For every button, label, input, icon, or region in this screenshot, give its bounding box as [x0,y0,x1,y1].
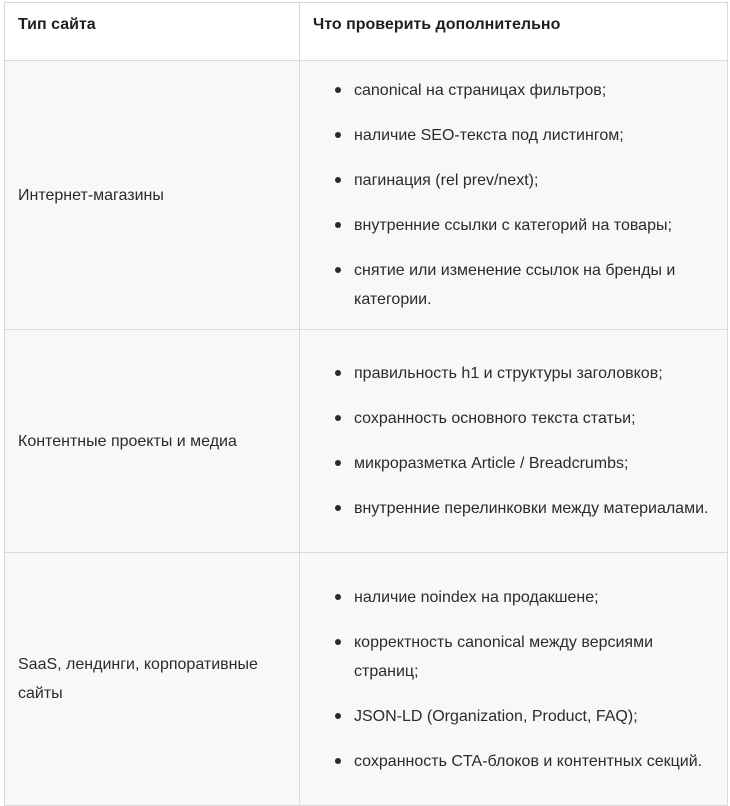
table-body [5,61,728,806]
list-item [354,747,715,776]
bullet-icon [335,594,341,600]
list-item-text: снятие или изменение ссылок на бренды и категории. [354,262,676,308]
bullet-icon [335,132,341,138]
site-type-cell: Контентные проекты и медиа [5,330,300,553]
checks-cell [300,553,728,806]
bullet-icon [335,758,341,764]
list-item [354,359,715,388]
list-item [354,702,715,731]
list-item-text: микроразметка Article / Breadcrumbs; [354,455,629,472]
list-item [354,583,715,612]
list-item-text: внутренние перелинковки между материалами. [354,500,709,517]
header-extra-checks: Что проверить дополнительно [300,3,728,61]
bullet-icon [335,713,341,719]
checks-cell [300,330,728,553]
header-site-type: Тип сайта [5,3,300,61]
site-type-cell: Интернет-магазины [5,61,300,330]
bullet-icon [335,505,341,511]
list-item-text: наличие SEO-текста под листингом; [354,127,624,144]
checks-list [332,76,715,314]
checks-list [332,583,715,776]
list-item [354,211,715,240]
bullet-icon [335,415,341,421]
list-item-text: пагинация (rel prev/next); [354,172,539,189]
list-item-text: canonical на страницах фильтров; [354,82,607,99]
table-row [5,61,728,330]
table-row [5,553,728,806]
list-item-text: сохранность основного текста статьи; [354,410,636,427]
list-item [354,404,715,433]
list-item-text: корректность canonical между версиями страниц; [354,633,654,680]
site-type-cell: SaaS, лендинги, корпоративные сайты [5,553,300,806]
bullet-icon [335,370,341,376]
bullet-icon [335,267,341,273]
checks-cell [300,61,728,330]
list-item [354,628,715,686]
list-item [354,494,715,523]
bullet-icon [335,87,341,93]
list-item [354,256,715,314]
table-header [5,3,728,61]
bullet-icon [335,460,341,466]
list-item-text: сохранность CTA-блоков и контентных секций. [354,752,703,770]
header-row [5,3,728,61]
list-item-text: JSON-LD (Organization, Product, FAQ); [354,707,638,725]
list-item [354,166,715,195]
list-item [354,449,715,478]
site-type-checks-table [4,2,728,806]
list-item [354,76,715,105]
bullet-icon [335,222,341,228]
list-item-text: наличие noindex на продакшене; [354,588,599,606]
list-item-text: внутренние ссылки с категорий на товары; [354,217,672,234]
bullet-icon [335,177,341,183]
list-item [354,121,715,150]
table-row [5,330,728,553]
list-item-text: правильность h1 и структуры заголовков; [354,365,663,382]
checks-list [332,359,715,523]
bullet-icon [335,639,341,645]
